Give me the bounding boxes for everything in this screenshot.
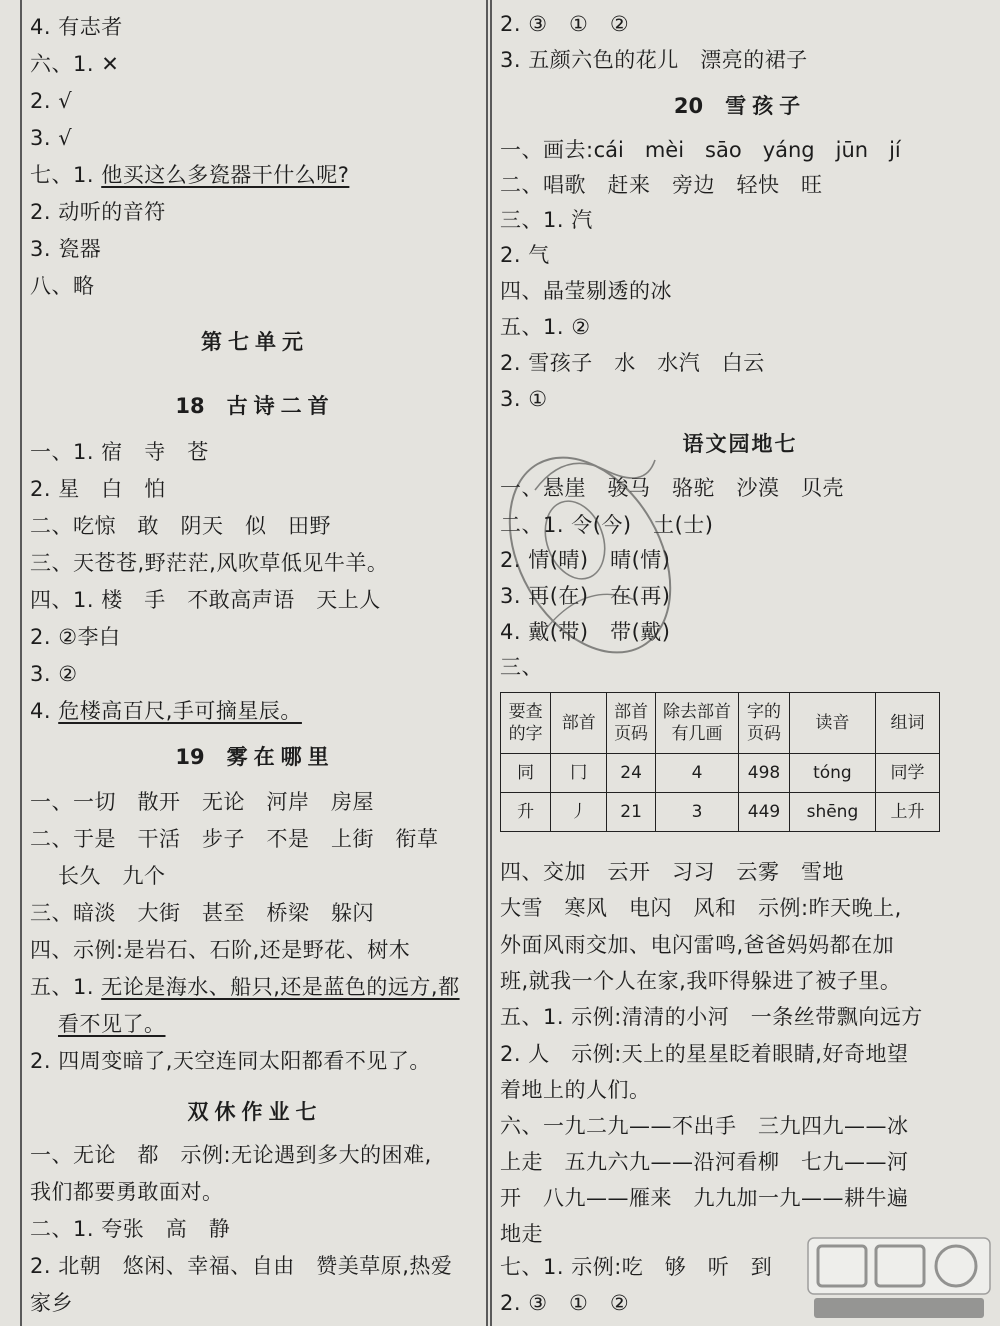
answer-line: 三、天苍苍,野茫茫,风吹草低见牛羊。 [30, 551, 389, 575]
answer-prefix: 一、画去: [500, 138, 594, 162]
unit-heading: 第七单元 [201, 330, 309, 354]
answer-line: 家乡 [30, 1291, 73, 1315]
answer-line: 2. 北朝 悠闲、幸福、自由 赞美草原,热爱 [30, 1254, 453, 1278]
handwritten-stamp [505, 430, 685, 670]
answer-line: 2. ②李白 [30, 625, 121, 649]
answer-prefix: 五、1. [30, 975, 102, 999]
answer-line: 地走 [500, 1222, 543, 1246]
lesson-title: 古诗二首 [226, 394, 335, 418]
answer-line: 三、 [500, 655, 543, 679]
table-header-cell: 部首 [551, 693, 607, 754]
lesson-heading [500, 92, 980, 120]
answer-line: 3. √ [30, 126, 73, 150]
answer-prefix: 4. [30, 699, 59, 723]
answer-line: 一、1. 宿 寺 苍 [30, 440, 209, 464]
table-header-cell: 要查的字 [501, 693, 551, 754]
answer-line: 五、1. 示例:清清的小河 一条丝带飘向远方 [500, 1005, 923, 1029]
answer-line: 四、交加 云开 习习 云雾 雪地 [500, 860, 844, 884]
table-cell: 同 [501, 754, 551, 793]
table-cell: 冂 [551, 754, 607, 793]
answer-line: 3. 瓷器 [30, 237, 102, 261]
answer-line: 一、无论 都 示例:无论遇到多大的困难, [30, 1143, 432, 1167]
underlined-answer: 看不见了。 [58, 1012, 166, 1036]
table-cell: 498 [739, 754, 790, 793]
lesson-number: 20 [673, 94, 704, 118]
answer-line: 着地上的人们。 [500, 1078, 651, 1102]
answer-line [30, 697, 302, 725]
answer-line: 四、1. 楼 手 不敢高声语 天上人 [30, 588, 381, 612]
answer-line: 外面风雨交加、电闪雷鸣,爸爸妈妈都在加 [500, 933, 895, 957]
answer-line: 四、示例:是岩石、石阶,还是野花、树木 [30, 938, 411, 962]
table-row [501, 793, 940, 832]
answer-line [30, 973, 460, 1001]
table-cell: shēng [789, 793, 875, 832]
answer-line: 2. ③ ① ② [500, 12, 630, 36]
table-cell: 升 [501, 793, 551, 832]
answer-line: 一、一切 散开 无论 河岸 房屋 [30, 790, 374, 814]
answer-prefix: 七、1. [30, 163, 102, 187]
lesson-heading [30, 743, 480, 771]
answer-line [500, 136, 901, 164]
answer-line: 八、略 [30, 274, 95, 298]
answer-line: 一、悬崖 骏马 骆驼 沙漠 贝壳 [500, 476, 844, 500]
answer-line: 2. 人 示例:天上的星星眨着眼睛,好奇地望 [500, 1042, 909, 1066]
table-cell: 丿 [551, 793, 607, 832]
table-cell: 同学 [876, 754, 940, 793]
table-header-row [501, 693, 940, 754]
answer-line: 长久 九个 [58, 864, 166, 888]
table-header-cell: 除去部首有几画 [655, 693, 738, 754]
table-cell: 上升 [876, 793, 940, 832]
answer-line: 二、于是 干活 步子 不是 上街 衔草 [30, 827, 439, 851]
answer-line: 2. 情(晴) 晴(情) [500, 548, 671, 572]
dictionary-lookup-table [500, 692, 940, 832]
pinyin-answer: cái mèi sāo yáng jūn jí [593, 138, 901, 162]
answer-line: 六、1. ✕ [30, 52, 120, 76]
table-cell: 21 [607, 793, 655, 832]
table-cell: 449 [739, 793, 790, 832]
lesson-number: 19 [175, 745, 205, 769]
answer-line: 二、唱歌 赶来 旁边 轻快 旺 [500, 173, 823, 197]
answer-line: 六、一九二九——不出手 三九四九——冰 [500, 1114, 909, 1138]
table-row [501, 754, 940, 793]
answer-line: 4. 有志者 [30, 15, 123, 39]
answer-line: 3. 再(在) 在(再) [500, 584, 671, 608]
table-cell: 24 [607, 754, 655, 793]
table-cell: 4 [655, 754, 738, 793]
table-header-cell: 读音 [789, 693, 875, 754]
answer-line: 2. 雪孩子 水 水汽 白云 [500, 351, 765, 375]
answer-line: 3. 五颜六色的花儿 漂亮的裙子 [500, 48, 808, 72]
answer-line: 二、1. 令(今) 土(士) [500, 513, 714, 537]
answer-line: 班,就我一个人在家,我吓得躲进了被子里。 [500, 969, 902, 993]
underlined-answer: 无论是海水、船只,还是蓝色的远方,都 [101, 975, 460, 999]
answer-line: 4. 戴(带) 带(戴) [500, 620, 671, 644]
answer-line: 3. ② [30, 662, 78, 686]
answer-line: 3. ① [500, 387, 548, 411]
answer-line: 2. √ [30, 89, 73, 113]
left-border-line [20, 0, 22, 1326]
answer-line: 三、暗淡 大街 甚至 桥梁 躲闪 [30, 901, 374, 925]
table-header-cell: 部首页码 [607, 693, 655, 754]
answer-line: 开 八九——雁来 九九加一九——耕牛遍 [500, 1186, 909, 1210]
underlined-answer: 他买这么多瓷器干什么呢? [101, 163, 350, 187]
answer-line: 四、晶莹剔透的冰 [500, 279, 672, 303]
table-cell: 3 [655, 793, 738, 832]
answer-line: 2. ③ ① ② [500, 1291, 630, 1315]
table-header-cell: 组词 [876, 693, 940, 754]
answer-line [30, 161, 349, 189]
homework-heading: 双休作业七 [187, 1100, 323, 1124]
lesson-heading [30, 392, 480, 420]
answer-line: 大雪 寒风 电闪 风和 示例:昨天晚上, [500, 896, 902, 920]
table-header-cell: 字的页码 [739, 693, 790, 754]
answer-line: 2. 气 [500, 243, 550, 267]
table-cell: tóng [789, 754, 875, 793]
answer-line: 2. 星 白 怕 [30, 477, 166, 501]
answer-line: 我们都要勇敢面对。 [30, 1180, 224, 1204]
answer-line: 五、1. ② [500, 315, 591, 339]
answer-line: 上走 五九六九——沿河看柳 七九——河 [500, 1150, 909, 1174]
garden-heading: 语文园地七 [682, 432, 798, 456]
column-divider [486, 0, 492, 1326]
answer-line: 2. 四周变暗了,天空连同太阳都看不见了。 [30, 1049, 431, 1073]
lesson-title: 雪孩子 [725, 94, 807, 118]
answer-line: 二、吃惊 敢 阴天 似 田野 [30, 514, 331, 538]
answer-line [58, 1010, 166, 1038]
answer-line: 三、1. 汽 [500, 208, 593, 232]
watermark-logo [804, 1232, 994, 1322]
answer-line: 2. 动听的音符 [30, 200, 166, 224]
answer-line: 七、1. 示例:吃 够 听 到 [500, 1255, 773, 1279]
answer-line: 二、1. 夸张 高 静 [30, 1217, 231, 1241]
lesson-title: 雾在哪里 [226, 745, 335, 769]
lesson-number: 18 [175, 394, 205, 418]
underlined-answer: 危楼高百尺,手可摘星辰。 [58, 699, 302, 723]
